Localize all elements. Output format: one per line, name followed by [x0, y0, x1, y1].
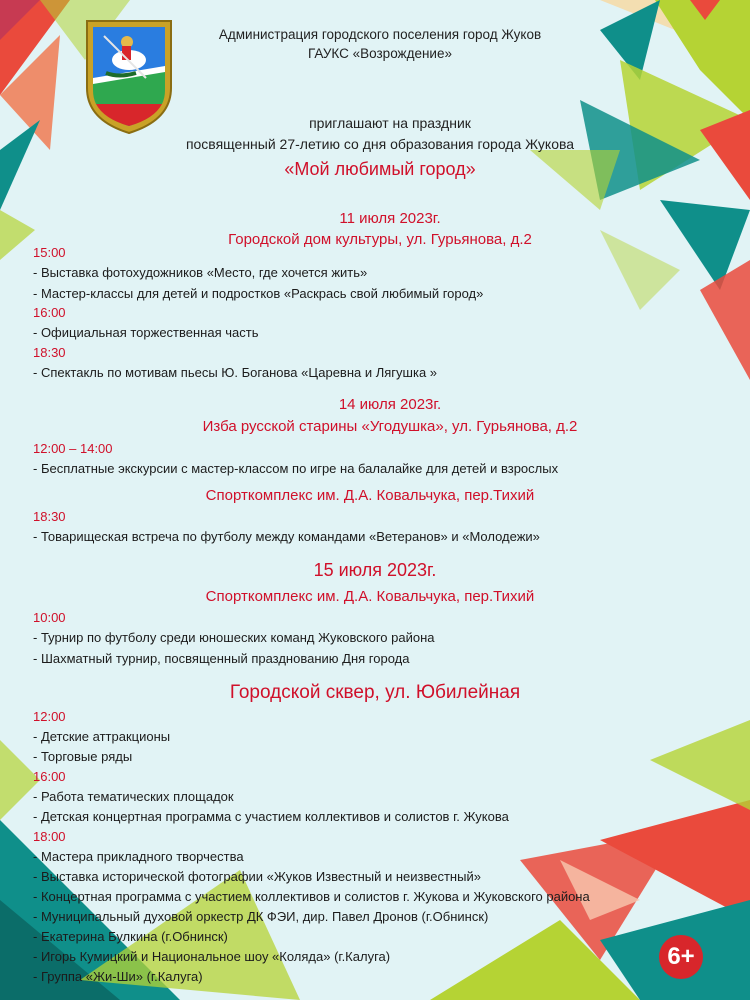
organizer-line-2: ГАУКС «Возрождение»	[308, 46, 452, 61]
day3-venue-1: Спорткомплекс им. Д.А. Ковальчука, пер.Тихий	[205, 588, 535, 605]
day3-item-2: - Шахматный турнир, посвященный празднованию Дня города	[33, 651, 410, 666]
invitation-line-2: посвященный 27-летию со дня образования города Жукова	[185, 136, 575, 152]
day3-item-11: - Екатерина Булкина (г.Обнинск)	[33, 929, 228, 944]
festival-title: «Мой любимый город»	[284, 159, 476, 179]
organizer-line-1: Администрация городского поселения город Жуков	[218, 27, 542, 42]
day3-time-1: 10:00	[33, 610, 66, 625]
day2-venue-1: Изба русской старины «Угодушка», ул. Гурьянова, д.2	[202, 418, 578, 435]
day2-item-2: - Товарищеская встреча по футболу между командами «Ветеранов» и «Молодежи»	[33, 529, 540, 544]
day1-time-3: 18:30	[33, 345, 66, 360]
day2-date: 14 июля 2023г.	[338, 396, 442, 413]
day3-item-12: - Игорь Кумицкий и Национальное шоу «Коляда» (г.Калуга)	[33, 949, 391, 964]
day1-item-1: - Выставка фотохудожников «Место, где хочется жить»	[33, 265, 368, 280]
day2-venue-2: Спорткомплекс им. Д.А. Ковальчука, пер.Тихий	[205, 487, 535, 504]
age-rating-badge: 6+	[659, 935, 703, 979]
day1-venue: Городской дом культуры, ул. Гурьянова, д.2	[228, 231, 532, 248]
day3-item-5: - Работа тематических площадок	[33, 789, 234, 804]
day2-time-1: 12:00 – 14:00	[33, 441, 113, 456]
day1-item-2: - Мастер-классы для детей и подростков «Раскрась свой любимый город»	[33, 286, 484, 301]
day3-time-3: 16:00	[33, 769, 66, 784]
day1-time-1: 15:00	[33, 245, 66, 260]
coat-of-arms-emblem	[84, 18, 174, 136]
day3-item-4: - Торговые ряды	[33, 749, 133, 764]
day3-time-4: 18:00	[33, 829, 66, 844]
invitation-line-1: приглашают на праздник	[309, 115, 471, 131]
day2-item-1: - Бесплатные экскурсии с мастер-классом по игре на балалайке для детей и взрослых	[33, 461, 559, 476]
day3-item-8: - Выставка исторической фотографии «Жуков Известный и неизвестный»	[33, 869, 481, 884]
day3-venue-2: Городской сквер, ул. Юбилейная	[229, 682, 521, 703]
day3-item-6: - Детская концертная программа с участием коллективов и солистов г. Жукова	[33, 809, 509, 824]
day1-item-3: - Официальная торжественная часть	[33, 325, 259, 340]
day1-item-4: - Спектакль по мотивам пьесы Ю. Боганова «Царевна и Лягушка »	[33, 365, 438, 380]
day3-item-9: - Концертная программа с участием коллективов и солистов г. Жукова и Жуковского района	[33, 889, 590, 904]
day3-item-7: - Мастера прикладного творчества	[33, 849, 244, 864]
day1-time-2: 16:00	[33, 305, 66, 320]
day3-item-3: - Детские аттракционы	[33, 729, 171, 744]
day3-item-10: - Муниципальный духовой оркестр ДК ФЭИ, дир. Павел Дронов (г.Обнинск)	[33, 909, 489, 924]
day3-time-2: 12:00	[33, 709, 66, 724]
day3-date: 15 июля 2023г.	[313, 560, 437, 580]
day3-item-1: - Турнир по футболу среди юношеских команд Жуковского района	[33, 630, 435, 645]
day3-item-13: - Группа «Жи-Ши» (г.Калуга)	[33, 969, 203, 984]
day1-date: 11 июля 2023г.	[339, 210, 441, 227]
day2-time-2: 18:30	[33, 509, 66, 524]
